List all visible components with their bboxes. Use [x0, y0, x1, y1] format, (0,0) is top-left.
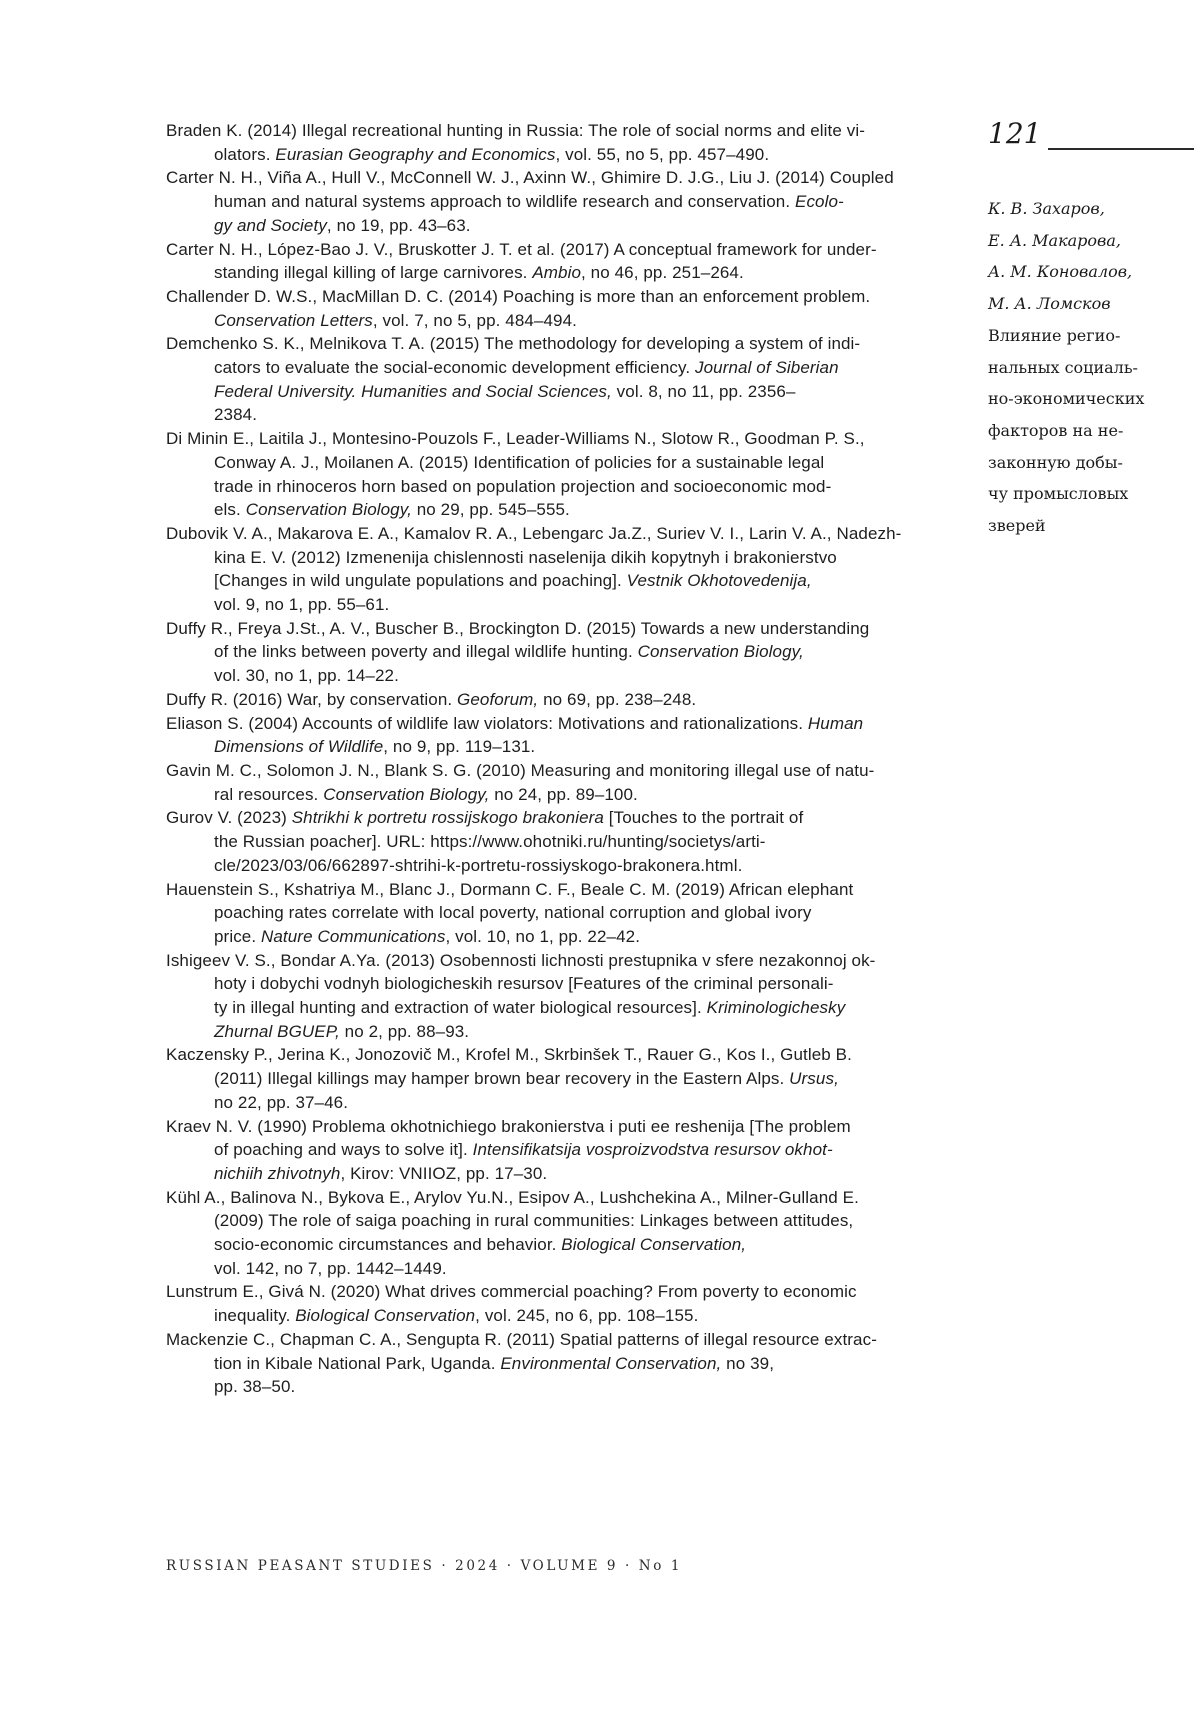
reference-line: Kühl A., Balinova N., Bykova E., Arylov Yu.N., Esipov A., Lushchekina A., Milner-Gulland E. — [166, 1187, 859, 1207]
reference-line: Dimensions of Wildlife, no 9, pp. 119–131. — [214, 737, 536, 757]
references-list — [166, 119, 966, 1399]
reference-line: tion in Kibale National Park, Uganda. Environmental Conservation, no 39, — [214, 1353, 775, 1373]
reference-line: Eliason S. (2004) Accounts of wildlife law violators: Motivations and rationalizations. Human — [166, 713, 864, 733]
margin-author: М. А. Ломсков — [988, 294, 1111, 314]
reference-line: Kaczensky P., Jerina K., Jonozovič M., Krofel M., Skrbinšek T., Rauer G., Kos I., Gutleb B. — [166, 1045, 852, 1065]
reference-line: trade in rhinoceros horn based on population projection and socioeconomic mod- — [214, 476, 832, 496]
reference-line: ral resources. Conservation Biology, no 24, pp. 89–100. — [214, 784, 638, 804]
header-rule — [1048, 148, 1194, 150]
reference-line: vol. 9, no 1, pp. 55–61. — [214, 595, 390, 615]
reference-line: Dubovik V. A., Makarova E. A., Kamalov R. A., Lebengarc Ja.Z., Suriev V. I., Larin V. A., Nadezh- — [166, 523, 902, 543]
reference-line: ty in illegal hunting and extraction of water biological resources]. Kriminologichesky — [214, 998, 846, 1018]
reference-line: pp. 38–50. — [214, 1377, 296, 1397]
reference-line: hoty i dobychi vodnyh biologicheskih resursov [Features of the criminal personali- — [214, 974, 834, 994]
reference-line: socio-economic circumstances and behavior. Biological Conservation, — [214, 1235, 747, 1255]
reference-line: Federal University. Humanities and Social Sciences, vol. 8, no 11, pp. 2356– — [214, 381, 796, 401]
reference-line: Conservation Letters, vol. 7, no 5, pp. 484–494. — [214, 310, 577, 330]
reference-line: [Changes in wild ungulate populations and poaching]. Vestnik Okhotovedenija, — [214, 571, 812, 591]
reference-line: of poaching and ways to solve it]. Intensifikatsija vosproizvodstva resursov okhot- — [214, 1140, 833, 1160]
reference-line: (2011) Illegal killings may hamper brown bear recovery in the Eastern Alps. Ursus, — [214, 1069, 839, 1089]
reference-line: vol. 142, no 7, pp. 1442–1449. — [214, 1258, 447, 1278]
reference-line: 2384. — [214, 405, 258, 425]
margin-article-title-line: чу промысловых — [988, 484, 1129, 504]
reference-line: price. Nature Communications, vol. 10, no 1, pp. 22–42. — [214, 926, 641, 946]
reference-line: Hauenstein S., Kshatriya M., Blanc J., Dormann C. F., Beale C. M. (2019) African elephant — [166, 879, 854, 899]
reference-line: Conway A. J., Moilanen A. (2015) Identification of policies for a sustainable legal — [214, 452, 825, 472]
reference-line: Carter N. H., Viña A., Hull V., McConnell W. J., Axinn W., Ghimire D. J.G., Liu J. (2014) Coupled — [166, 168, 894, 188]
reference-line: olators. Eurasian Geography and Economics, vol. 55, no 5, pp. 457–490. — [214, 144, 770, 164]
reference-line: inequality. Biological Conservation, vol. 245, no 6, pp. 108–155. — [214, 1306, 699, 1326]
margin-article-title-line: факторов на не- — [988, 420, 1124, 440]
reference-line: Carter N. H., López-Bao J. V., Bruskotter J. T. et al. (2017) A conceptual framework for under- — [166, 239, 877, 259]
reference-line: vol. 30, no 1, pp. 14–22. — [214, 666, 399, 686]
reference-line: Mackenzie C., Chapman C. A., Sengupta R. (2011) Spatial patterns of illegal resource extrac- — [166, 1329, 877, 1349]
reference-line: (2009) The role of saiga poaching in rural communities: Linkages between attitudes, — [214, 1211, 854, 1231]
reference-line: Braden K. (2014) Illegal recreational hunting in Russia: The role of social norms and elite vi- — [166, 121, 865, 140]
margin-article-title-line: нальных социаль- — [988, 357, 1138, 377]
reference-line: kina E. V. (2012) Izmenenija chislennosti naselenija dikih kopytnyh i brakonierstvo — [214, 547, 837, 567]
reference-line: Zhurnal BGUEP, no 2, pp. 88–93. — [214, 1021, 470, 1041]
margin-article-title-line: зверей — [988, 516, 1046, 536]
margin-author: К. В. Захаров, — [988, 199, 1105, 218]
reference-line: the Russian poacher]. URL: https://www.ohotniki.ru/hunting/societys/arti- — [214, 832, 766, 852]
margin-article-title-line: но-экономических — [988, 389, 1145, 409]
margin-article-title-line: Влияние регио- — [988, 325, 1121, 345]
reference-line: poaching rates correlate with local poverty, national corruption and global ivory — [214, 903, 812, 923]
journal-footer: RUSSIAN PEASANT STUDIES · 2024 · VOLUME 9 · No 1 — [166, 1558, 683, 1574]
reference-line: human and natural systems approach to wildlife research and conservation. Ecolo- — [214, 192, 844, 212]
reference-line: Challender D. W.S., MacMillan D. C. (2014) Poaching is more than an enforcement problem. — [166, 286, 871, 306]
reference-line: Demchenko S. K., Melnikova T. A. (2015) The methodology for developing a system of indi- — [166, 334, 861, 354]
reference-line: cators to evaluate the social-economic development efficiency. Journal of Siberian — [214, 358, 839, 378]
reference-line: standing illegal killing of large carnivores. Ambio, no 46, pp. 251–264. — [214, 263, 744, 283]
reference-line: nichiih zhivotnyh, Kirov: VNIIOZ, pp. 17–30. — [214, 1163, 548, 1183]
reference-line: Gavin M. C., Solomon J. N., Blank S. G. (2010) Measuring and monitoring illegal use of natu- — [166, 760, 875, 780]
reference-line: Duffy R., Freya J.St., A. V., Buscher B., Brockington D. (2015) Towards a new understanding — [166, 618, 870, 638]
reference-line: Di Minin E., Laitila J., Montesino-Pouzols F., Leader-Williams N., Slotow R., Goodman P. S., — [166, 429, 865, 449]
reference-line: Lunstrum E., Givá N. (2020) What drives commercial poaching? From poverty to economic — [166, 1282, 857, 1302]
reference-line: Duffy R. (2016) War, by conservation. Geoforum, no 69, pp. 238–248. — [166, 689, 697, 709]
reference-line: no 22, pp. 37–46. — [214, 1092, 349, 1112]
reference-line: Ishigeev V. S., Bondar A.Ya. (2013) Osobennosti lichnosti prestupnika v sfere nezakonnoj ok- — [166, 950, 876, 970]
margin-author: Е. А. Макарова, — [988, 230, 1121, 250]
margin-author: А. М. Коновалов, — [988, 262, 1133, 282]
margin-article-title-line: законную добы- — [988, 452, 1123, 472]
reference-line: of the links between poverty and illegal wildlife hunting. Conservation Biology, — [214, 642, 804, 662]
reference-line: cle/2023/03/06/662897-shtrihi-k-portretu-rossiyskogo-brakonera.html. — [214, 855, 743, 875]
margin-article-info — [988, 193, 1193, 542]
reference-line: els. Conservation Biology, no 29, pp. 545–555. — [214, 500, 570, 520]
page-number: 121 — [988, 117, 1042, 150]
reference-line: Kraev N. V. (1990) Problema okhotnichiego brakonierstva i puti ee reshenija [The problem — [166, 1116, 851, 1136]
reference-line: gy and Society, no 19, pp. 43–63. — [214, 215, 471, 235]
reference-line: Gurov V. (2023) Shtrikhi k portretu rossijskogo brakoniera [Touches to the portrait of — [166, 808, 804, 828]
